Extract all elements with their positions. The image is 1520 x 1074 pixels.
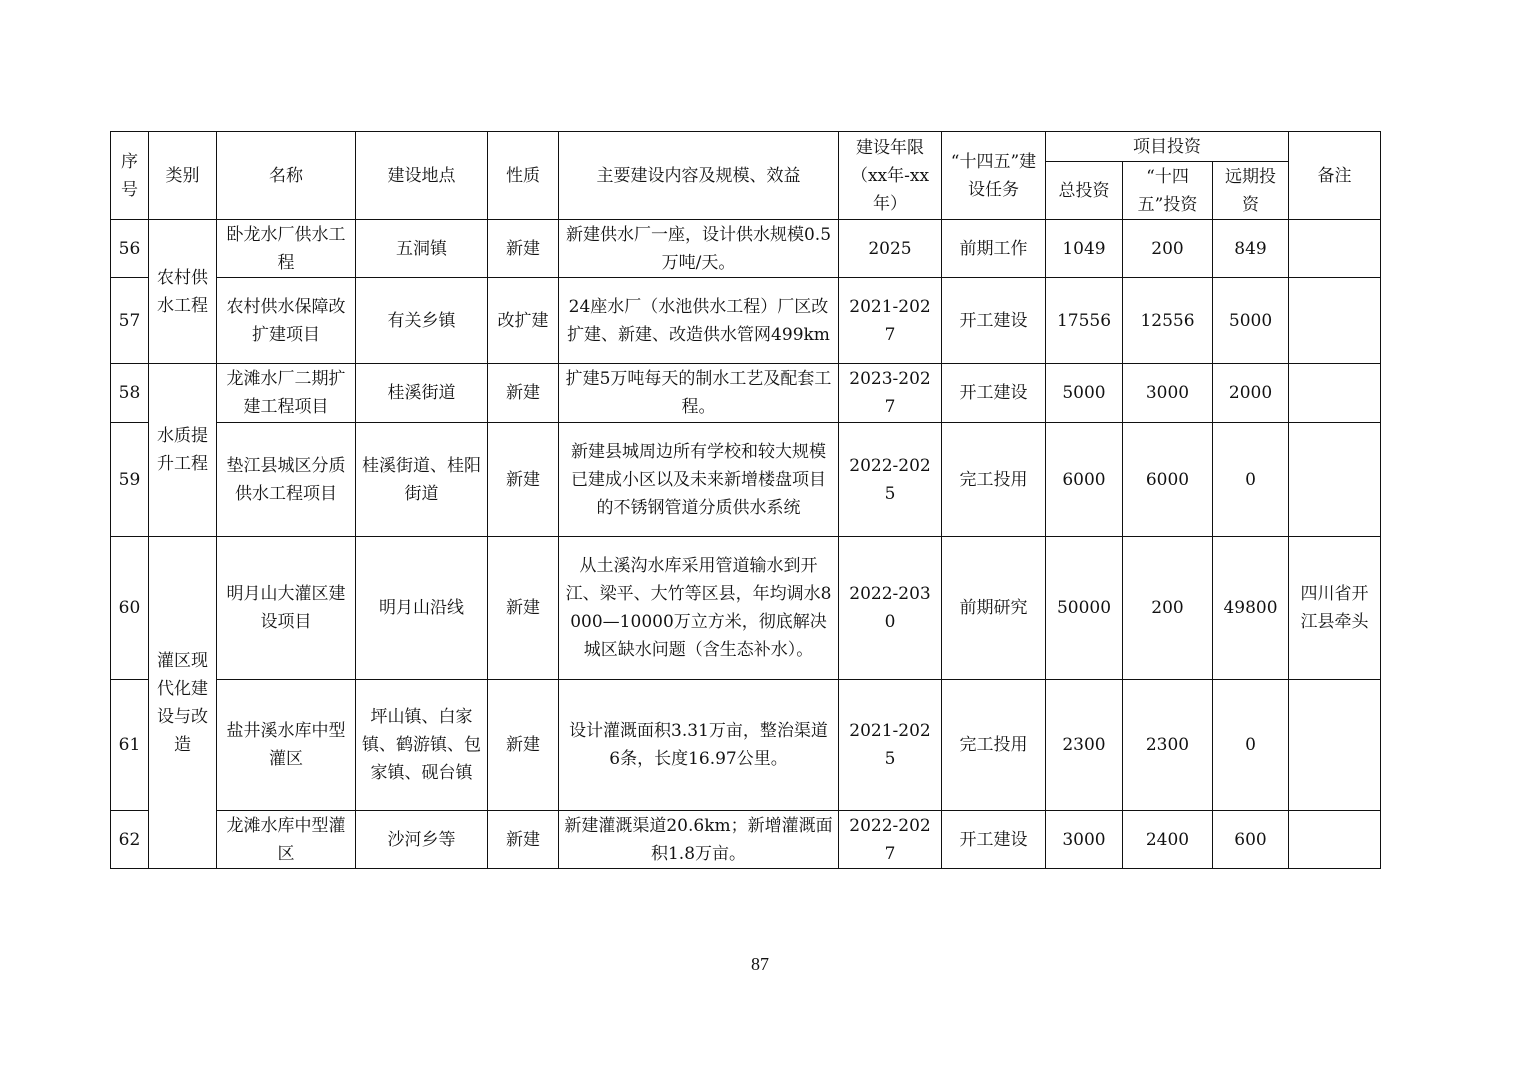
table-row xyxy=(111,423,1381,537)
cell-location: 明月山沿线 xyxy=(356,537,488,680)
cell-long-term: 600 xyxy=(1213,811,1289,869)
cell-name: 龙滩水厂二期扩建工程项目 xyxy=(217,364,356,423)
table-row xyxy=(111,680,1381,811)
cell-content: 扩建5万吨每天的制水工艺及配套工程。 xyxy=(559,364,839,423)
header-long-term-investment: 远期投资 xyxy=(1213,162,1289,220)
cell-task: 完工投用 xyxy=(942,423,1046,537)
cell-content: 设计灌溉面积3.31万亩，整治渠道6条，长度16.97公里。 xyxy=(559,680,839,811)
cell-remarks xyxy=(1289,220,1381,278)
header-period: 建设年限（xx年-xx年） xyxy=(839,132,942,220)
cell-plan: 200 xyxy=(1123,537,1213,680)
cell-task: 完工投用 xyxy=(942,680,1046,811)
cell-period: 2025 xyxy=(839,220,942,278)
cell-task: 开工建设 xyxy=(942,364,1046,423)
cell-seq: 58 xyxy=(111,364,149,423)
cell-content: 新建灌溉渠道20.6km；新增灌溉面积1.8万亩。 xyxy=(559,811,839,869)
cell-name: 卧龙水厂供水工程 xyxy=(217,220,356,278)
table-row xyxy=(111,364,1381,423)
header-plan-investment: “十四五”投资 xyxy=(1123,162,1213,220)
cell-task: 开工建设 xyxy=(942,811,1046,869)
cell-nature: 新建 xyxy=(488,364,559,423)
cell-period: 2023-2027 xyxy=(839,364,942,423)
cell-name: 垫江县城区分质供水工程项目 xyxy=(217,423,356,537)
cell-plan: 200 xyxy=(1123,220,1213,278)
cell-remarks xyxy=(1289,680,1381,811)
cell-period: 2021-2025 xyxy=(839,680,942,811)
cell-seq: 62 xyxy=(111,811,149,869)
page-number: 87 xyxy=(751,954,769,974)
header-investment-group: 项目投资 xyxy=(1046,132,1289,162)
cell-seq: 57 xyxy=(111,278,149,364)
cell-location: 五洞镇 xyxy=(356,220,488,278)
cell-nature: 新建 xyxy=(488,811,559,869)
cell-location: 坪山镇、白家镇、鹤游镇、包家镇、砚台镇 xyxy=(356,680,488,811)
cell-content: 24座水厂（水池供水工程）厂区改扩建、新建、改造供水管网499km xyxy=(559,278,839,364)
cell-content: 从土溪沟水库采用管道输水到开江、梁平、大竹等区县，年均调水8000—10000万立方米，彻底解决城区缺水问题（含生态补水）。 xyxy=(559,537,839,680)
cell-long-term: 849 xyxy=(1213,220,1289,278)
cell-period: 2021-2027 xyxy=(839,278,942,364)
cell-remarks: 四川省开江县牵头 xyxy=(1289,537,1381,680)
cell-name: 农村供水保障改扩建项目 xyxy=(217,278,356,364)
header-task: “十四五”建设任务 xyxy=(942,132,1046,220)
cell-plan: 12556 xyxy=(1123,278,1213,364)
cell-location: 桂溪街道、桂阳街道 xyxy=(356,423,488,537)
cell-period: 2022-2030 xyxy=(839,537,942,680)
cell-seq: 59 xyxy=(111,423,149,537)
cell-long-term: 0 xyxy=(1213,680,1289,811)
header-remarks: 备注 xyxy=(1289,132,1381,220)
cell-task: 前期工作 xyxy=(942,220,1046,278)
cell-total: 3000 xyxy=(1046,811,1123,869)
table-row xyxy=(111,537,1381,680)
cell-total: 1049 xyxy=(1046,220,1123,278)
project-table xyxy=(110,131,1381,869)
cell-remarks xyxy=(1289,364,1381,423)
cell-remarks xyxy=(1289,811,1381,869)
header-name: 名称 xyxy=(217,132,356,220)
cell-remarks xyxy=(1289,423,1381,537)
cell-period: 2022-2027 xyxy=(839,811,942,869)
category-cell: 灌区现代化建设与改造 xyxy=(149,537,217,869)
cell-name: 明月山大灌区建设项目 xyxy=(217,537,356,680)
cell-location: 有关乡镇 xyxy=(356,278,488,364)
cell-name: 盐井溪水库中型灌区 xyxy=(217,680,356,811)
header-location: 建设地点 xyxy=(356,132,488,220)
category-cell: 农村供水工程 xyxy=(149,220,217,364)
cell-nature: 新建 xyxy=(488,220,559,278)
header-content: 主要建设内容及规模、效益 xyxy=(559,132,839,220)
category-cell: 水质提升工程 xyxy=(149,364,217,537)
cell-total: 6000 xyxy=(1046,423,1123,537)
cell-name: 龙滩水库中型灌区 xyxy=(217,811,356,869)
header-nature: 性质 xyxy=(488,132,559,220)
cell-long-term: 5000 xyxy=(1213,278,1289,364)
table-row xyxy=(111,278,1381,364)
cell-nature: 新建 xyxy=(488,680,559,811)
cell-location: 桂溪街道 xyxy=(356,364,488,423)
cell-seq: 56 xyxy=(111,220,149,278)
cell-task: 前期研究 xyxy=(942,537,1046,680)
cell-content: 新建县城周边所有学校和较大规模已建成小区以及未来新增楼盘项目的不锈钢管道分质供水系统 xyxy=(559,423,839,537)
table-row xyxy=(111,811,1381,869)
table-row xyxy=(111,220,1381,278)
cell-plan: 2300 xyxy=(1123,680,1213,811)
header-total-investment: 总投资 xyxy=(1046,162,1123,220)
cell-nature: 新建 xyxy=(488,423,559,537)
cell-nature: 新建 xyxy=(488,537,559,680)
cell-total: 17556 xyxy=(1046,278,1123,364)
cell-plan: 6000 xyxy=(1123,423,1213,537)
cell-content: 新建供水厂一座，设计供水规模0.5万吨/天。 xyxy=(559,220,839,278)
cell-task: 开工建设 xyxy=(942,278,1046,364)
cell-total: 5000 xyxy=(1046,364,1123,423)
cell-nature: 改扩建 xyxy=(488,278,559,364)
cell-long-term: 49800 xyxy=(1213,537,1289,680)
cell-plan: 2400 xyxy=(1123,811,1213,869)
cell-seq: 60 xyxy=(111,537,149,680)
header-seq: 序号 xyxy=(111,132,149,220)
cell-period: 2022-2025 xyxy=(839,423,942,537)
cell-seq: 61 xyxy=(111,680,149,811)
header-category: 类别 xyxy=(149,132,217,220)
cell-total: 50000 xyxy=(1046,537,1123,680)
cell-location: 沙河乡等 xyxy=(356,811,488,869)
cell-plan: 3000 xyxy=(1123,364,1213,423)
cell-total: 2300 xyxy=(1046,680,1123,811)
cell-long-term: 2000 xyxy=(1213,364,1289,423)
cell-remarks xyxy=(1289,278,1381,364)
cell-long-term: 0 xyxy=(1213,423,1289,537)
